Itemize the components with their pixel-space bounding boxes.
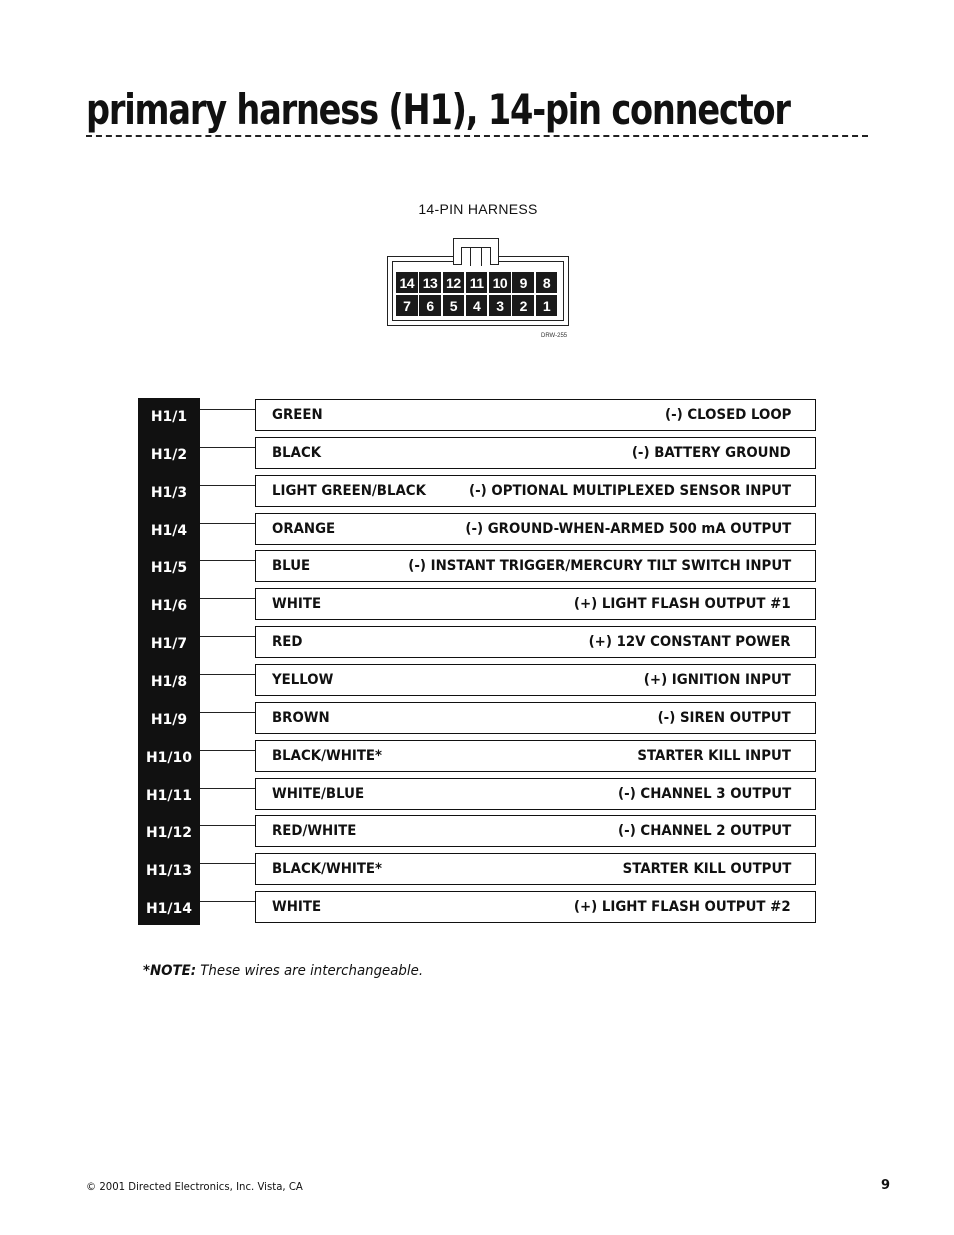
connector-pin: 6 <box>419 295 441 316</box>
wire-row <box>255 853 816 885</box>
pin-label: H1/6 <box>150 598 188 615</box>
connector-pin: 7 <box>396 295 418 316</box>
connector-pin: 13 <box>419 272 441 293</box>
connector-pin: 12 <box>443 272 465 293</box>
wire-function: (-) CHANNEL 2 OUTPUT <box>617 823 791 840</box>
connector-pin: 3 <box>489 295 511 316</box>
wire-color: BLACK/WHITE* <box>272 747 383 764</box>
wire-color: GREEN <box>272 407 323 423</box>
pin-label-column <box>138 398 200 925</box>
leader-line <box>200 863 255 864</box>
leader-line <box>200 560 255 561</box>
wire-color: LIGHT GREEN/BLACK <box>272 482 426 499</box>
connector-pin: 4 <box>466 295 488 316</box>
connector-pin: 10 <box>489 272 511 293</box>
leader-line <box>200 447 255 448</box>
pin-label: H1/4 <box>150 522 188 539</box>
wire-function: STARTER KILL OUTPUT <box>622 861 791 878</box>
wire-row <box>255 740 816 772</box>
pin-label: H1/9 <box>150 711 188 728</box>
wire-row <box>255 475 816 507</box>
wire-row <box>255 399 816 431</box>
connector-pin: 5 <box>443 295 465 316</box>
wire-row <box>255 550 816 582</box>
note-text: These wires are interchangeable. <box>196 963 424 979</box>
pin-grid <box>396 272 557 316</box>
pin-label: H1/7 <box>150 636 188 653</box>
wire-function: STARTER KILL INPUT <box>637 747 791 764</box>
diagram-caption: 14-PIN HARNESS <box>418 201 538 217</box>
wire-function: (-) BATTERY GROUND <box>632 444 791 461</box>
footer-copyright: © 2001 Directed Electronics, Inc. Vista, CA <box>86 1180 303 1193</box>
leader-line <box>200 712 255 713</box>
pin-label: H1/12 <box>145 825 193 842</box>
wire-function: (-) INSTANT TRIGGER/MERCURY TILT SWITCH INPUT <box>408 558 791 575</box>
wire-color: BLACK <box>272 444 322 461</box>
pin-label: H1/8 <box>150 673 188 690</box>
wire-color: WHITE <box>272 596 322 613</box>
wire-color: WHITE/BLUE <box>272 785 365 802</box>
leader-line <box>200 523 255 524</box>
page-number: 9 <box>880 1178 890 1193</box>
leader-line <box>200 674 255 675</box>
wire-function: (-) SIREN OUTPUT <box>657 709 791 726</box>
wire-row <box>255 664 816 696</box>
connector-pin: 11 <box>466 272 488 293</box>
leader-line <box>200 825 255 826</box>
wire-row <box>255 588 816 620</box>
wire-function: (-) CLOSED LOOP <box>664 407 791 423</box>
connector-pin: 2 <box>512 295 534 316</box>
wire-color: BROWN <box>272 709 330 726</box>
pin-label: H1/3 <box>150 484 188 501</box>
pin-label: H1/11 <box>145 787 193 804</box>
pin-label: H1/2 <box>150 446 188 463</box>
connector-pin: 1 <box>536 295 558 316</box>
footnote <box>143 963 423 979</box>
title-rule <box>86 135 868 137</box>
wire-row <box>255 437 816 469</box>
leader-line <box>200 409 255 410</box>
connector-diagram <box>387 238 569 328</box>
pin-label: H1/5 <box>150 560 188 577</box>
page-title: primary harness (H1), 14-pin connector <box>86 85 790 134</box>
leader-line <box>200 485 255 486</box>
wire-function: (-) CHANNEL 3 OUTPUT <box>617 785 791 802</box>
pin-label: H1/13 <box>145 863 193 880</box>
wire-color: YELLOW <box>272 671 334 688</box>
wire-function: (-) OPTIONAL MULTIPLEXED SENSOR INPUT <box>468 482 791 499</box>
connector-pin: 9 <box>512 272 534 293</box>
connector-latch-tab <box>461 247 491 265</box>
wire-row <box>255 778 816 810</box>
pin-label: H1/10 <box>145 749 193 766</box>
wire-color: RED <box>272 634 303 651</box>
wire-color: BLACK/WHITE* <box>272 861 383 878</box>
wire-function: (+) LIGHT FLASH OUTPUT #1 <box>574 596 791 613</box>
connector-pin: 8 <box>536 272 558 293</box>
note-label: *NOTE: <box>143 963 197 979</box>
wire-color: WHITE <box>272 899 322 916</box>
wire-row <box>255 513 816 545</box>
leader-line <box>200 788 255 789</box>
wire-function: (+) IGNITION INPUT <box>643 671 791 688</box>
wire-color: ORANGE <box>272 520 336 537</box>
wire-function: (+) LIGHT FLASH OUTPUT #2 <box>574 899 791 916</box>
wire-row <box>255 815 816 847</box>
wire-color: RED/WHITE <box>272 823 357 840</box>
wire-row <box>255 891 816 923</box>
wire-function: (+) 12V CONSTANT POWER <box>589 634 791 651</box>
wire-row <box>255 626 816 658</box>
wire-color: BLUE <box>272 558 311 575</box>
leader-line <box>200 750 255 751</box>
leader-line <box>200 636 255 637</box>
pin-label: H1/14 <box>145 901 193 918</box>
drawing-code: DRW-255 <box>541 333 568 339</box>
leader-line <box>200 598 255 599</box>
connector-pin: 14 <box>396 272 418 293</box>
wire-row <box>255 702 816 734</box>
pin-label: H1/1 <box>150 409 188 425</box>
wire-function: (-) GROUND-WHEN-ARMED 500 mA OUTPUT <box>465 520 791 537</box>
leader-line <box>200 901 255 902</box>
